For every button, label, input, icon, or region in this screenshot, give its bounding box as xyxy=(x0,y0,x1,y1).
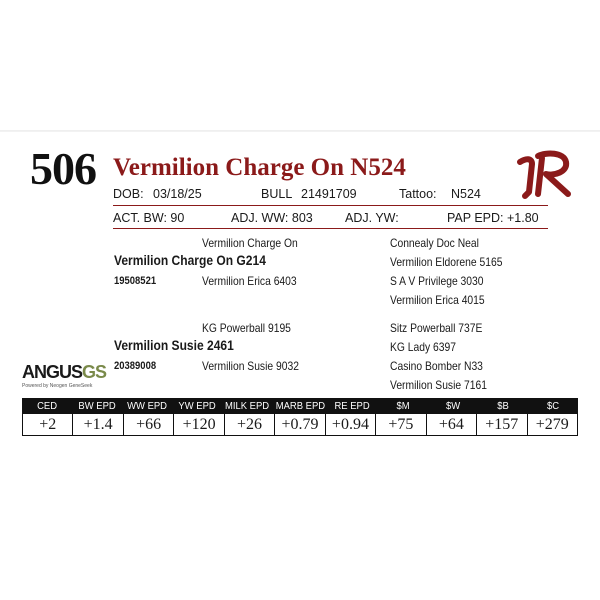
dam-dam-granddam: Vermilion Susie 7161 xyxy=(390,378,487,392)
epd-header-c: $C xyxy=(546,400,559,412)
tattoo-value: N524 xyxy=(451,187,481,201)
sire-registration: 19508521 xyxy=(114,275,157,287)
pap-epd: PAP EPD: +1.80 xyxy=(447,211,539,225)
epd-value-w: +64 xyxy=(427,414,477,435)
epd-header-row xyxy=(22,398,578,414)
dam-sire-grandsire: Sitz Powerball 737E xyxy=(390,321,483,335)
epd-header-milk: MILK EPD xyxy=(225,400,270,412)
epd-value-ww: +66 xyxy=(124,414,174,435)
epd-value-bw: +1.4 xyxy=(73,414,123,435)
registration-number: 21491709 xyxy=(301,187,357,201)
epd-header-ced: CED xyxy=(37,400,58,412)
epd-header-m: $M xyxy=(395,400,410,412)
sire-dam-granddam: Vermilion Erica 4015 xyxy=(390,293,485,307)
lot-number: 506 xyxy=(30,143,96,194)
epd-header-re: RE EPD xyxy=(334,400,371,412)
sire-sire-granddam: Vermilion Eldorene 5165 xyxy=(390,255,503,269)
divider-2 xyxy=(113,228,548,229)
sire-dam: Vermilion Erica 6403 xyxy=(202,274,297,288)
sire-dam-grandsire: S A V Privilege 3030 xyxy=(390,274,484,288)
animal-name: Vermilion Charge On N524 xyxy=(113,154,406,181)
divider-1 xyxy=(113,205,548,206)
angus-wordmark: ANGUS xyxy=(22,362,83,382)
angus-gs-logo xyxy=(22,362,108,398)
epd-header-bw: BW EPD xyxy=(78,400,116,412)
epd-header-ww: WW EPD xyxy=(127,400,168,412)
epd-header-w: $W xyxy=(445,400,460,412)
sire-sire-grandsire: Connealy Doc Neal xyxy=(390,236,479,250)
dam-dam-grandsire: Casino Bomber N33 xyxy=(390,359,483,373)
epd-value-row xyxy=(22,414,578,436)
sire-sire: Vermilion Charge On xyxy=(202,236,298,250)
epd-value-marb: +0.79 xyxy=(275,414,325,435)
adjusted-weaning-weight: ADJ. WW: 803 xyxy=(231,211,313,225)
epd-header-marb: MARB EPD xyxy=(275,400,325,412)
dam-sire-granddam: KG Lady 6397 xyxy=(390,340,456,354)
epd-value-b: +157 xyxy=(477,414,527,435)
sex-value: BULL xyxy=(261,187,293,201)
adjusted-yearling-weight: ADJ. YW: xyxy=(345,211,399,225)
epd-table xyxy=(22,398,578,436)
dam-name: Vermilion Susie 2461 xyxy=(114,337,234,353)
epd-value-m: +75 xyxy=(376,414,426,435)
epd-value-ced: +2 xyxy=(23,414,73,435)
angus-tagline: Powered by Neogen GeneSeek xyxy=(22,383,93,389)
epd-value-yw: +120 xyxy=(174,414,224,435)
epd-header-yw: YW EPD xyxy=(178,400,217,412)
dam-dam: Vermilion Susie 9032 xyxy=(202,359,299,373)
epd-value-c: +279 xyxy=(528,414,578,435)
dob-label: DOB: xyxy=(113,187,144,201)
dob-value: 03/18/25 xyxy=(153,187,202,201)
actual-birth-weight: ACT. BW: 90 xyxy=(113,211,185,225)
dam-registration: 20389008 xyxy=(114,360,157,372)
epd-value-milk: +26 xyxy=(225,414,275,435)
vermilion-ranch-logo xyxy=(516,148,576,200)
gs-wordmark: GS xyxy=(82,362,107,382)
dam-sire: KG Powerball 9195 xyxy=(202,321,291,335)
sire-name: Vermilion Charge On G214 xyxy=(114,252,266,268)
epd-header-b: $B xyxy=(496,400,509,412)
epd-value-re: +0.94 xyxy=(326,414,376,435)
tattoo-label: Tattoo: xyxy=(399,187,437,201)
